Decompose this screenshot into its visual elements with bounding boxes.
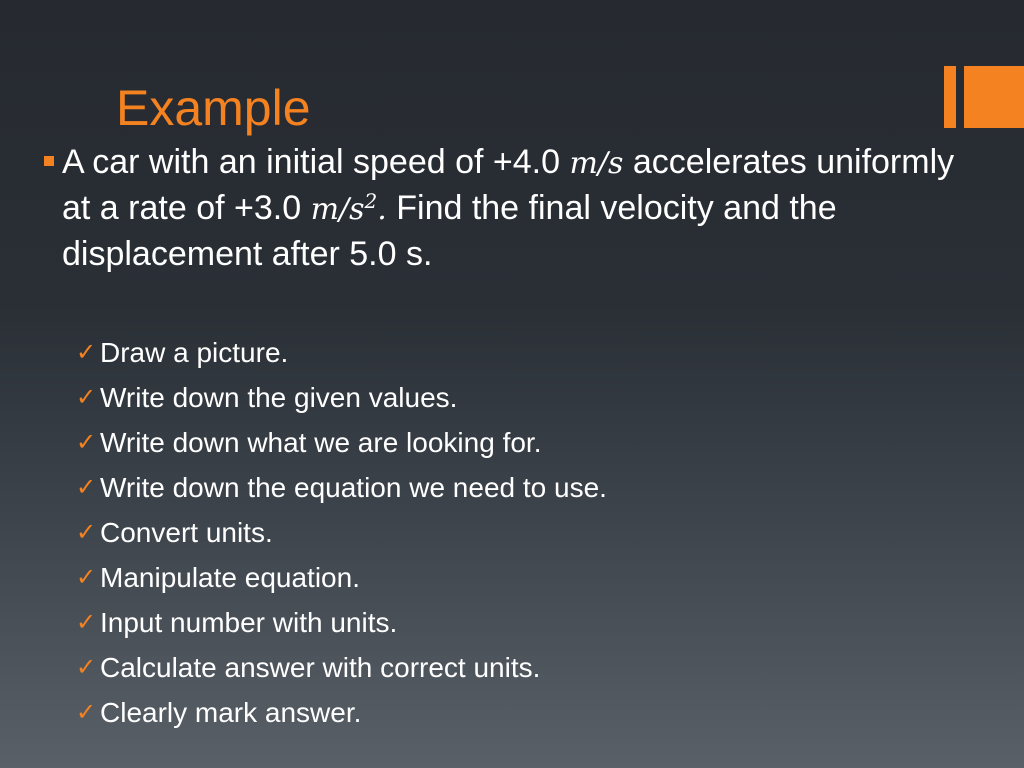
problem-part-3: Find the final velocity and the displacement after 5.0 s. (62, 189, 837, 273)
slide-title: Example (116, 80, 311, 136)
checkmark-icon: ✓ (76, 698, 97, 726)
checklist-item (76, 600, 607, 645)
step-label: Draw a picture. (100, 337, 289, 368)
step-label: Calculate answer with correct units. (100, 652, 541, 683)
checkmark-icon: ✓ (76, 428, 97, 456)
step-label: Clearly mark answer. (100, 697, 362, 728)
steps-checklist (76, 330, 607, 735)
unit-acceleration-period: . (377, 192, 387, 227)
step-label: Convert units. (100, 517, 273, 548)
checkmark-icon: ✓ (76, 518, 97, 546)
checklist-item (76, 375, 607, 420)
problem-statement (44, 140, 964, 276)
checklist-item (76, 645, 607, 690)
checklist-item (76, 555, 607, 600)
square-bullet-icon (44, 156, 54, 166)
problem-text (62, 140, 964, 276)
checklist-item (76, 420, 607, 465)
checklist-item (76, 510, 607, 555)
problem-part-2: accelerates uniformly at a rate of +3.0 (62, 143, 955, 227)
step-label: Write down the equation we need to use. (100, 472, 607, 503)
step-label: Manipulate equation. (100, 562, 360, 593)
problem-part-1: A car with an initial speed of +4.0 (62, 143, 570, 181)
checkmark-icon: ✓ (76, 608, 97, 636)
step-label: Input number with units. (100, 607, 398, 638)
checkmark-icon: ✓ (76, 383, 97, 411)
checkmark-icon: ✓ (76, 653, 97, 681)
checkmark-icon: ✓ (76, 338, 97, 366)
unit-acceleration-base: m/s (310, 192, 365, 227)
checklist-item (76, 690, 607, 735)
unit-acceleration-exponent: 2 (364, 189, 378, 213)
checkmark-icon: ✓ (76, 563, 97, 591)
unit-acceleration (310, 189, 387, 227)
step-label: Write down the given values. (100, 382, 458, 413)
step-label: Write down what we are looking for. (100, 427, 542, 458)
decoration-bar-thick (964, 66, 1024, 128)
unit-speed: m/s (569, 146, 624, 181)
checkmark-icon: ✓ (76, 473, 97, 501)
checklist-item (76, 330, 607, 375)
checklist-item (76, 465, 607, 510)
decoration-bar-thin (944, 66, 956, 128)
